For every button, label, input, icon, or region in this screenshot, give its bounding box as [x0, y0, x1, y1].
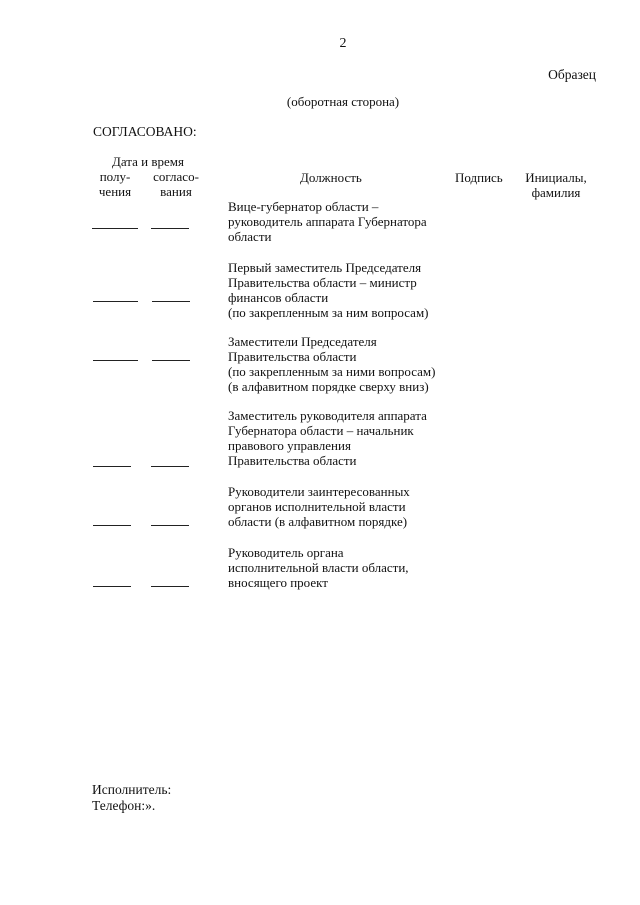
approval-date-blank — [151, 466, 189, 467]
header-receipt — [92, 169, 138, 199]
approval-date-blank — [151, 228, 189, 229]
position-line: Губернатора области – начальник — [228, 423, 414, 438]
header-initials-line-2: фамилия — [531, 185, 581, 200]
receipt-date-blank — [93, 586, 131, 587]
receipt-date-blank — [93, 360, 138, 361]
position-line: финансов области — [228, 290, 329, 305]
position-line: Вице-губернатор области – — [228, 199, 379, 214]
header-receipt-line-1: полу- — [99, 169, 131, 184]
header-initials — [524, 170, 588, 200]
approved-heading: СОГЛАСОВАНО: — [93, 124, 197, 139]
header-approval-line-2: вания — [160, 184, 192, 199]
header-receipt-line-2: чения — [98, 184, 132, 199]
receipt-date-blank — [93, 525, 131, 526]
position-line: вносящего проект — [228, 575, 328, 590]
position-line: (по закрепленным за ними вопросам) — [228, 364, 436, 379]
reverse-side-label: (оборотная сторона) — [286, 94, 400, 109]
position-row-3 — [228, 334, 458, 394]
approval-date-blank — [152, 301, 190, 302]
position-line: Руководитель органа — [228, 545, 344, 560]
position-line: (в алфавитном порядке сверху вниз) — [228, 379, 429, 394]
position-line: (по закрепленным за ним вопросам) — [228, 305, 429, 320]
position-line: органов исполнительной власти — [228, 499, 406, 514]
position-line: области (в алфавитном порядке) — [228, 514, 408, 529]
header-position: Должность — [300, 170, 362, 185]
header-approval-line-1: согласо- — [153, 169, 199, 184]
position-row-1 — [228, 199, 458, 244]
phone-label: Телефон:». — [92, 798, 156, 813]
position-line: Заместители Председателя — [228, 334, 377, 349]
header-initials-line-1: Инициалы, — [525, 170, 587, 185]
executor-label: Исполнитель: — [92, 782, 172, 797]
position-row-6 — [228, 545, 458, 590]
position-line: области — [228, 229, 272, 244]
receipt-date-blank — [93, 301, 138, 302]
approval-date-blank — [152, 360, 190, 361]
position-line: исполнительной власти области, — [228, 560, 409, 575]
position-line: руководитель аппарата Губернатора — [228, 214, 427, 229]
position-row-5 — [228, 484, 458, 529]
position-row-4 — [228, 408, 458, 468]
page-number: 2 — [339, 36, 347, 51]
position-row-2 — [228, 260, 458, 320]
position-line: Заместитель руководителя аппарата — [228, 408, 427, 423]
approval-date-blank — [151, 525, 189, 526]
approval-date-blank — [151, 586, 189, 587]
receipt-date-blank — [92, 228, 138, 229]
header-date-time: Дата и время — [112, 154, 184, 169]
position-line: Первый заместитель Председателя — [228, 260, 422, 275]
position-line: Правительства области — [228, 453, 357, 468]
header-approval — [150, 169, 202, 199]
receipt-date-blank — [93, 466, 131, 467]
position-line: Правительства области — [228, 349, 357, 364]
header-signature: Подпись — [455, 170, 503, 185]
position-line: Правительства области – министр — [228, 275, 417, 290]
position-line: Руководители заинтересованных — [228, 484, 410, 499]
position-line: правового управления — [228, 438, 351, 453]
sample-label: Образец — [548, 67, 596, 82]
